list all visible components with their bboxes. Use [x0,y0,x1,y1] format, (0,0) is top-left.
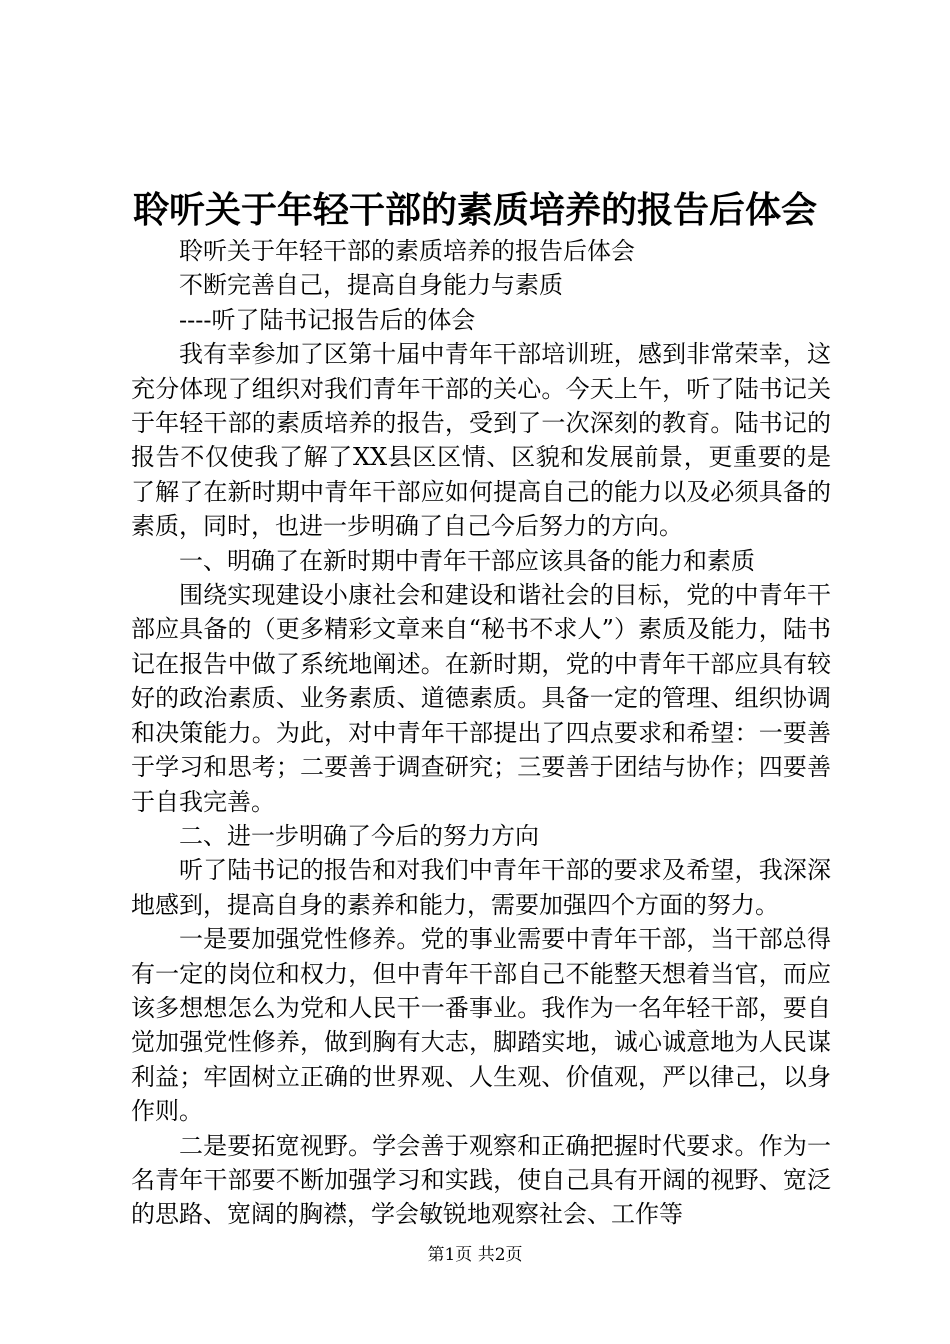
paragraph-point-2: 二是要拓宽视野。学会善于观察和正确把握时代要求。作为一名青年干部要不断加强学习和实践，使自己具有开阔的视野、宽泛的思路、宽阔的胸襟，学会敏锐地观察社会、工作等 [131,1131,831,1229]
paragraph-section-2-intro: 听了陆书记的报告和对我们中青年干部的要求及希望，我深深地感到，提高自身的素养和能力，需要加强四个方面的努力。 [131,856,831,919]
page-footer: 第1页 共2页 [427,1245,523,1265]
paragraph-byline: ----听了陆书记报告后的体会 [179,305,476,334]
paragraph-heading: 不断完善自己，提高自身能力与素质 [179,271,563,300]
paragraph-point-1: 一是要加强党性修养。党的事业需要中青年干部，当干部总得有一定的岗位和权力，但中青年干部自己不能整天想着当官，而应该多想想怎么为党和人民干一番事业。我作为一名年轻干部，要自觉加强党性修养，做到胸有大志，脚踏实地，诚心诚意地为人民谋利益；牢固树立正确的世界观、人生观、价值观，严以律己，以身作则。 [131,925,831,1126]
section-heading-1: 一、明确了在新时期中青年干部应该具备的能力和素质 [179,546,755,575]
paragraph-intro: 我有幸参加了区第十届中青年干部培训班，感到非常荣幸，这充分体现了组织对我们青年干部的关心。今天上午，听了陆书记关于年轻干部的素质培养的报告，受到了一次深刻的教育。陆书记的报告不仅使我了解了XX县区区情、区貌和发展前景，更重要的是了解了在新时期中青年干部应如何提高自己的能力以及必须具备的素质，同时，也进一步明确了自己今后努力的方向。 [131,340,831,541]
paragraph-section-1: 围绕实现建设小康社会和建设和谐社会的目标，党的中青年干部应具备的（更多精彩文章来自“秘书不求人”）素质及能力，陆书记在报告中做了系统地阐述。在新时期，党的中青年干部应具有较好的政治素质、业务素质、道德素质。具备一定的管理、组织协调和决策能力。为此，对中青年干部提出了四点要求和希望：一要善于学习和思考；二要善于调查研究；三要善于团结与协作；四要善于自我完善。 [131,581,831,816]
document-title: 聆听关于年轻干部的素质培养的报告后体会 [132,189,817,231]
section-heading-2: 二、进一步明确了今后的努力方向 [179,821,539,850]
paragraph-subtitle-repeat: 聆听关于年轻干部的素质培养的报告后体会 [179,237,635,265]
document-body [131,234,831,1232]
